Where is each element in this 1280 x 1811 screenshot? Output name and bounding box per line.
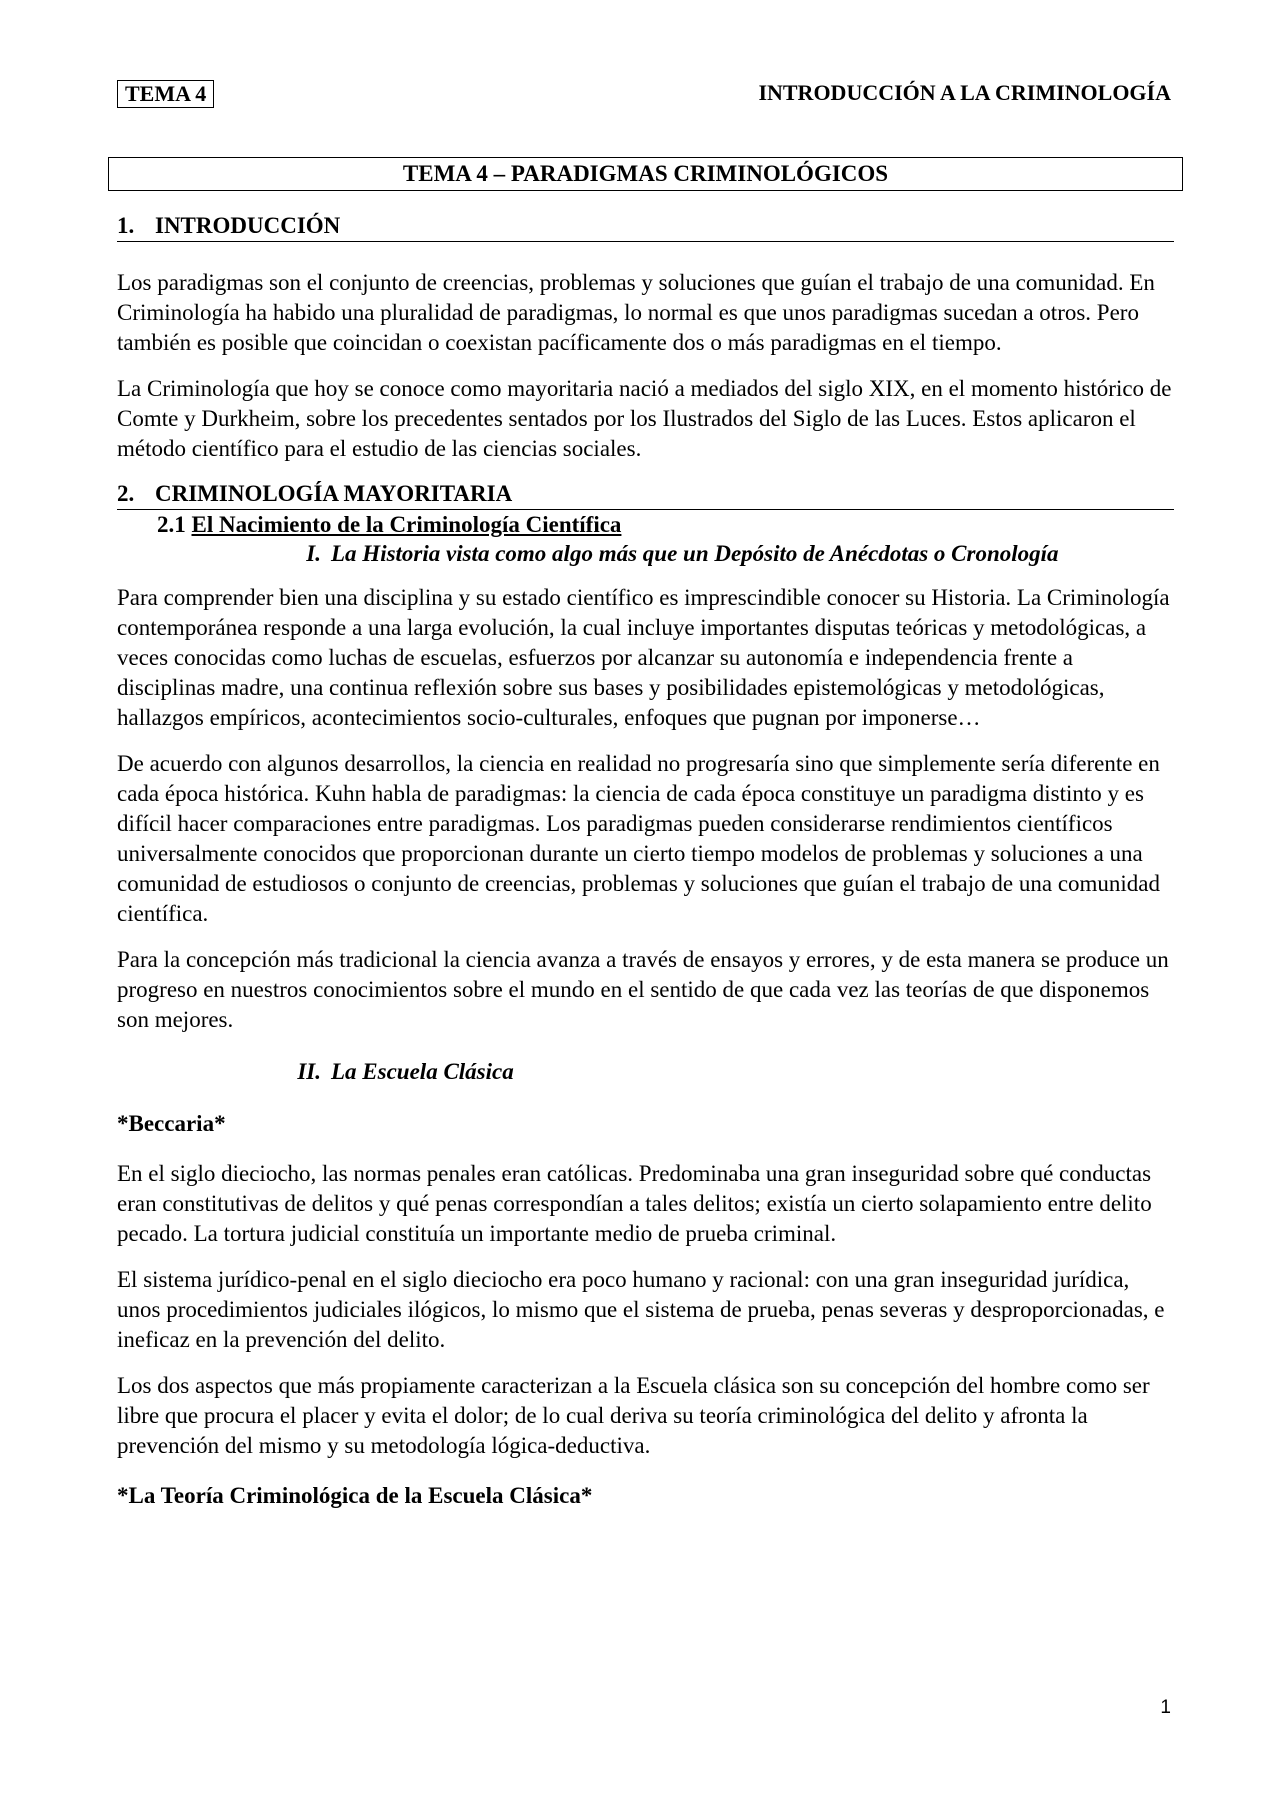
header-course-title: INTRODUCCIÓN A LA CRIMINOLOGÍA: [758, 80, 1171, 105]
section-number: 2.: [117, 481, 135, 506]
paragraph: La Criminología que hoy se conoce como mayoritaria nació a mediados del siglo XIX, en el momento histórico de Comte y Durkheim, sobre los precedentes sentados por los Ilustrados del Siglo de las Luces. Estos aplicaron el método científico para el estudio de las ciencias sociales.: [117, 376, 1172, 461]
subsection-heading: [157, 510, 1174, 539]
paragraph: Para la concepción más tradicional la ciencia avanza a través de ensayos y errores, y de esta manera se produce un progreso en nuestros conocimientos sobre el mundo en el sentido de que cada vez las teorías de que disponemos son mejores.: [117, 947, 1169, 1032]
section-title: INTRODUCCIÓN: [155, 213, 341, 238]
paragraph: En el siglo dieciocho, las normas penales eran católicas. Predominaba una gran inseguridad sobre qué conductas eran constitutivas de delitos y qué penas correspondían a tales delitos; existía un cierto solapamiento entre delito pecado. La tortura judicial constituía un importante medio de prueba criminal.: [117, 1161, 1152, 1246]
subsection-title: El Nacimiento de la Criminología Científica: [191, 512, 622, 537]
subheading-teoria-criminologica: *La Teoría Criminológica de la Escuela Clásica*: [117, 1483, 593, 1508]
header-topic-tag: TEMA 4: [117, 80, 214, 108]
section-title: CRIMINOLOGÍA MAYORITARIA: [155, 481, 513, 506]
subsection-number: 2.1: [157, 512, 186, 537]
page-number: 1: [1160, 1697, 1171, 1718]
section-heading-introduccion: [117, 212, 1174, 242]
subheading-beccaria: *Beccaria*: [117, 1111, 226, 1136]
item-heading-escuela-clasica: [277, 1057, 1174, 1087]
paragraph: Los dos aspectos que más propiamente caracterizan a la Escuela clásica son su concepción del hombre como ser libre que procura el placer y evita el dolor; de lo cual deriva su teoría criminológica del delito y afronta la prevención del mismo y su metodología lógica-deductiva.: [117, 1373, 1150, 1458]
paragraph: Los paradigmas son el conjunto de creencias, problemas y soluciones que guían el trabajo de una comunidad. En Criminología ha habido una pluralidad de paradigmas, lo normal es que unos paradigmas sucedan a otros. Pero también es posible que coincidan o coexistan pacíficamente dos o más paradigmas en el tiempo.: [117, 270, 1155, 355]
paragraph: De acuerdo con algunos desarrollos, la ciencia en realidad no progresaría sino que simplemente sería diferente en cada época histórica. Kuhn habla de paradigmas: la ciencia de cada época constituye un paradigma distinto y es difícil hacer comparaciones entre paradigmas. Los paradigmas pueden considerarse rendimientos científicos universalmente conocidos que proporcionan durante un cierto tiempo modelos de problemas y soluciones a una comunidad de estudiosos o conjunto de creencias, problemas y soluciones que guían el trabajo de una comunidad científica.: [117, 751, 1161, 926]
item-heading-historia: [277, 539, 1174, 569]
section-number: 1.: [117, 213, 135, 238]
document-title: TEMA 4 – PARADIGMAS CRIMINOLÓGICOS: [108, 157, 1183, 191]
section-heading-criminologia-mayoritaria: [117, 480, 1174, 510]
item-title: La Escuela Clásica: [331, 1059, 514, 1084]
paragraph: Para comprender bien una disciplina y su estado científico es imprescindible conocer su Historia. La Criminología contemporánea responde a una larga evolución, la cual incluye importantes disputas teóricas y metodológicas, a veces conocidas como luchas de escuelas, esfuerzos por alcanzar su autonomía e independencia frente a disciplinas madre, una continua reflexión sobre sus bases y posibilidades epistemológicas y metodológicas, hallazgos empíricos, acontecimientos socio-culturales, enfoques que pugnan por imponerse…: [117, 585, 1170, 730]
document-body: [117, 212, 1174, 1511]
item-roman-numeral: II.: [297, 1059, 321, 1084]
paragraph: El sistema jurídico-penal en el siglo dieciocho era poco humano y racional: con una gran inseguridad jurídica, unos procedimientos judiciales ilógicos, lo mismo que el sistema de prueba, penas severas y desproporcionadas, e ineficaz en la prevención del delito.: [117, 1267, 1165, 1352]
item-title: La Historia vista como algo más que un Depósito de Anécdotas o Cronología: [331, 541, 1059, 566]
item-roman-numeral: I.: [306, 541, 321, 566]
